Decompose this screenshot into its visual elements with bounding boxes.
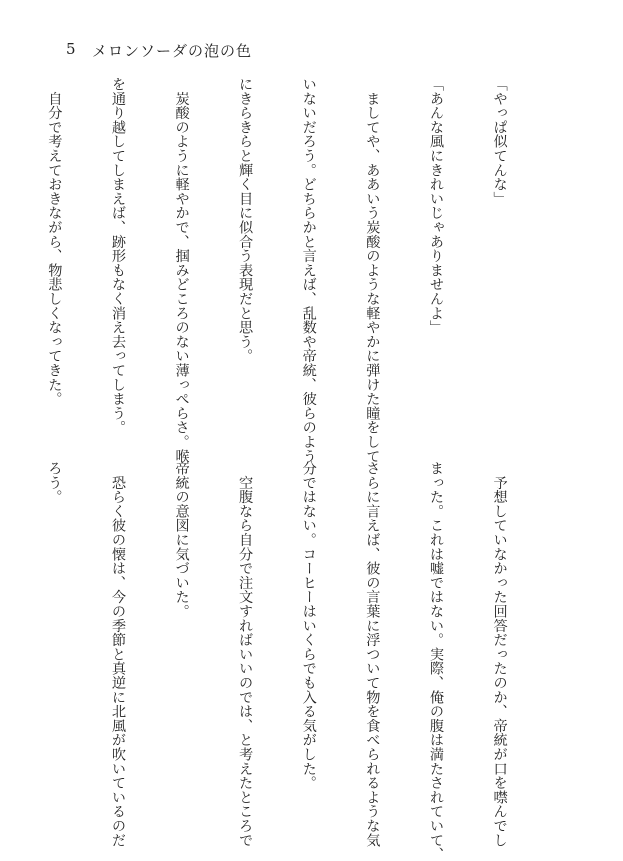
text-line: 帝統の意図に気づいた。	[173, 461, 190, 619]
running-title: メロンソーダの泡の色	[92, 42, 253, 60]
text-line: 「あんな風にきれいじゃありませんよ」	[427, 77, 444, 335]
text-line	[0, 77, 1, 415]
page-number: 5	[66, 40, 76, 58]
text-line: さらに言えば、彼の言葉に浮ついて物を食べられるような気	[364, 461, 381, 848]
text-line: 分ではない。コーヒーはいくらでも入る気がした。	[300, 461, 317, 790]
text-line: ろう。	[46, 461, 63, 504]
lower-text-block	[46, 461, 552, 861]
text-line: を通り越してしまえば、跡形もなく消え去ってしまう。	[109, 77, 126, 435]
text-line: ましてや、ああいう炭酸のような軽やかに弾けた瞳をして	[364, 77, 381, 464]
text-line: 「やっぱ似てんな」	[491, 77, 508, 206]
text-line: にきらきらと輝く目に似合う表現だと思う。	[237, 77, 254, 363]
text-line: 自分で考えておきながら、物悲しくなってきた。	[46, 77, 63, 406]
text-line: いないだろう。どちらかと言えば、乱数や帝統、彼らのよう	[300, 77, 317, 464]
text-line: 空腹なら自分で注文すればいいのでは、と考えたところで	[237, 461, 254, 848]
text-line: まった。これは嘘ではない。実際、俺の腹は満たされていて、	[427, 461, 444, 861]
text-line	[0, 461, 1, 811]
text-line: 恐らく彼の懐は、今の季節と真逆に北風が吹いているのだ	[109, 461, 126, 848]
upper-text-block	[46, 77, 552, 464]
text-line: 予想していなかった回答だったのか、帝統が口を噤んでし	[491, 461, 508, 848]
text-line: 炭酸のように軽やかで、掴みどころのない薄っぺらさ。喉	[173, 77, 190, 464]
